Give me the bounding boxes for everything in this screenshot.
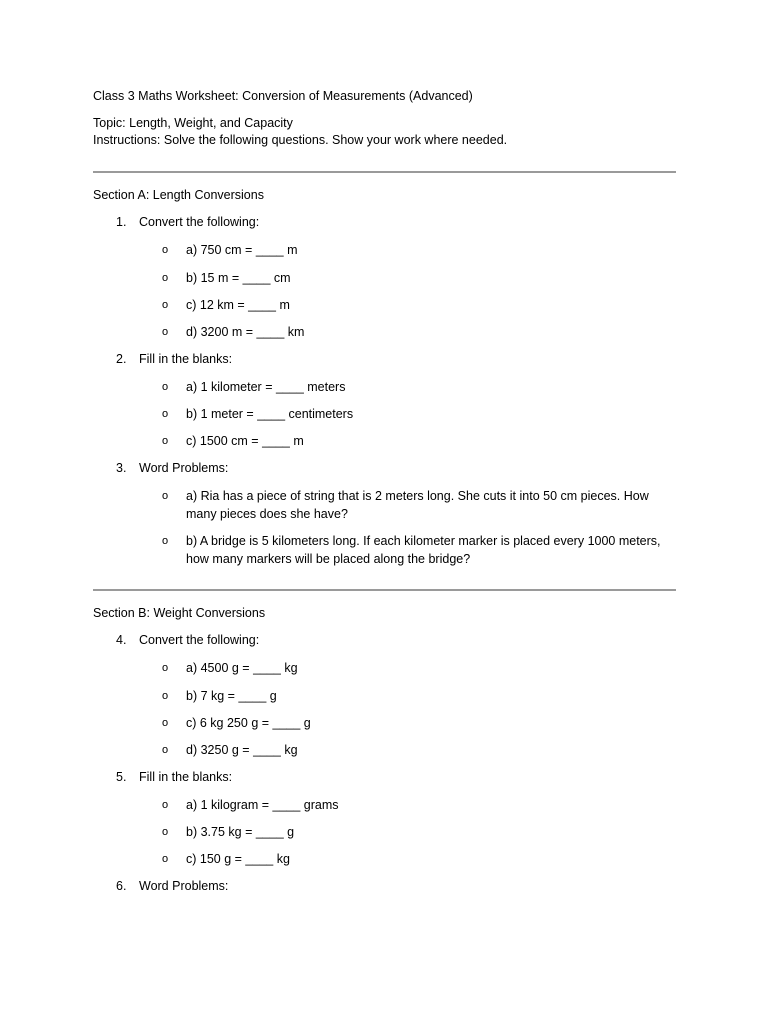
divider xyxy=(93,589,676,591)
list-item: b) 15 m = ____ cm xyxy=(186,271,291,285)
instructions-line: Instructions: Solve the following questions. Show your work where needed. xyxy=(93,133,508,147)
section-a-title: Section A: Length Conversions xyxy=(93,188,264,202)
list-item: a) 1 kilogram = ____ grams xyxy=(186,798,339,812)
bullet-icon: o xyxy=(162,690,169,702)
bullet-icon: o xyxy=(162,662,169,674)
question-text: Fill in the blanks: xyxy=(139,352,233,366)
question-number: 3. xyxy=(116,461,127,475)
section-b-title: Section B: Weight Conversions xyxy=(93,606,266,620)
bullet-icon: o xyxy=(162,853,169,865)
bullet-icon: o xyxy=(162,744,169,756)
bullet-icon: o xyxy=(162,299,169,311)
list-item: b) 3.75 kg = ____ g xyxy=(186,825,295,839)
list-item: c) 1500 cm = ____ m xyxy=(186,434,304,448)
worksheet-title: Class 3 Maths Worksheet: Conversion of Measurements (Advanced) xyxy=(93,89,473,103)
bullet-icon: o xyxy=(162,535,169,547)
bullet-icon: o xyxy=(162,244,169,256)
question-text: Word Problems: xyxy=(139,879,229,893)
bullet-icon: o xyxy=(162,381,169,393)
list-item: d) 3250 g = ____ kg xyxy=(186,743,298,757)
list-item: b) 1 meter = ____ centimeters xyxy=(186,407,354,421)
list-item: a) 1 kilometer = ____ meters xyxy=(186,380,346,394)
bullet-icon: o xyxy=(162,408,169,420)
question-number: 1. xyxy=(116,215,127,229)
question-text: Convert the following: xyxy=(139,215,260,229)
bullet-icon: o xyxy=(162,826,169,838)
question-number: 2. xyxy=(116,352,127,366)
bullet-icon: o xyxy=(162,799,169,811)
list-item: b) A bridge is 5 kilometers long. If each kilometer marker is placed every 1000 meters, how many markers will be placed along the bridge? xyxy=(186,534,661,566)
question-text: Fill in the blanks: xyxy=(139,770,233,784)
list-item: c) 6 kg 250 g = ____ g xyxy=(186,716,311,730)
bullet-icon: o xyxy=(162,490,169,502)
list-item: a) Ria has a piece of string that is 2 meters long. She cuts it into 50 cm pieces. How many pieces does she have? xyxy=(186,489,649,521)
divider xyxy=(93,171,676,173)
list-item: d) 3200 m = ____ km xyxy=(186,325,305,339)
question-text: Convert the following: xyxy=(139,633,260,647)
list-item: b) 7 kg = ____ g xyxy=(186,689,277,703)
bullet-icon: o xyxy=(162,272,169,284)
question-text: Word Problems: xyxy=(139,461,229,475)
list-item: c) 12 km = ____ m xyxy=(186,298,290,312)
list-item: a) 4500 g = ____ kg xyxy=(186,661,298,675)
topic-line: Topic: Length, Weight, and Capacity xyxy=(93,116,293,130)
question-number: 5. xyxy=(116,770,127,784)
list-item: c) 150 g = ____ kg xyxy=(186,852,290,866)
bullet-icon: o xyxy=(162,717,169,729)
bullet-icon: o xyxy=(162,435,169,447)
list-item: a) 750 cm = ____ m xyxy=(186,243,298,257)
question-number: 4. xyxy=(116,633,127,647)
bullet-icon: o xyxy=(162,326,169,338)
question-number: 6. xyxy=(116,879,127,893)
